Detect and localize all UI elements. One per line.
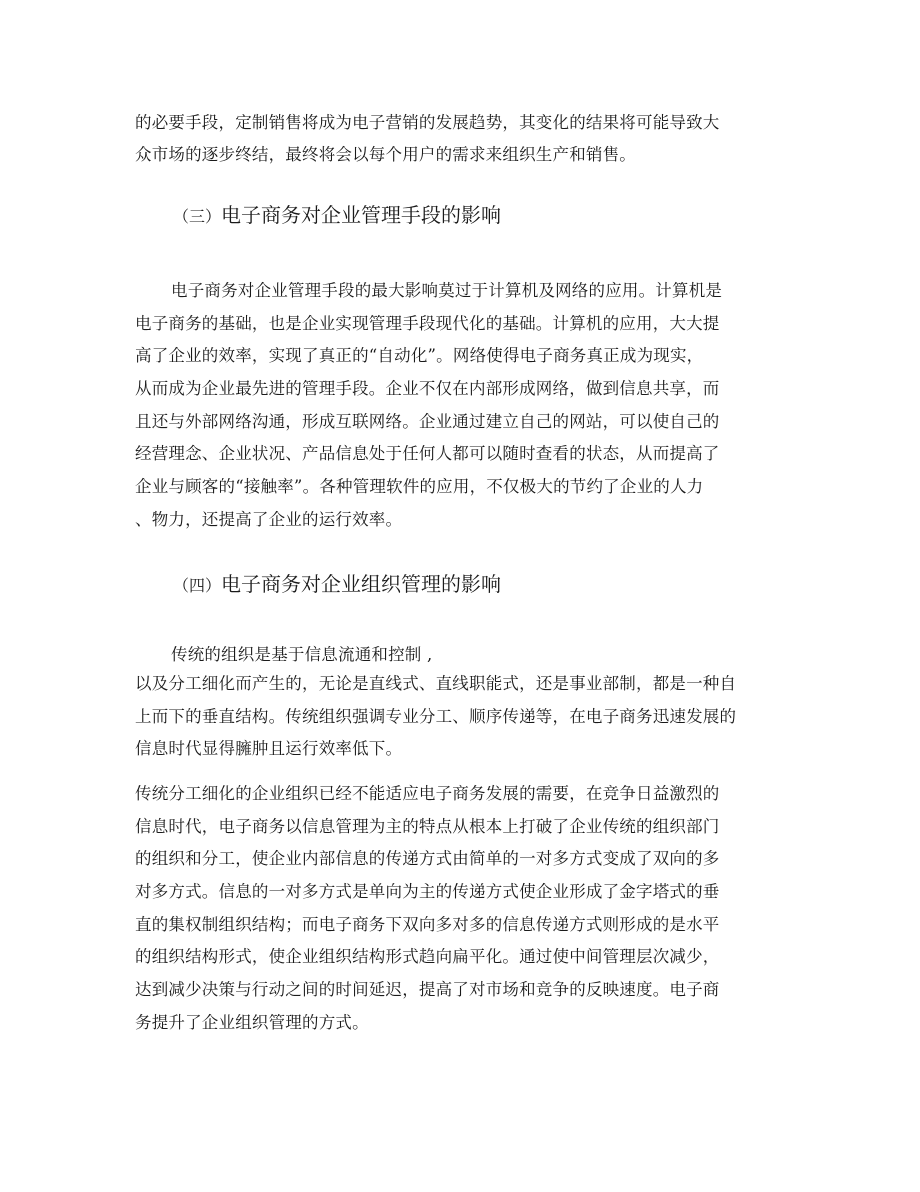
section3-line-3: 高了企业的效率，实现了真正的“自动化”。网络使得电子商务真正成为现实， bbox=[135, 346, 704, 365]
section3-line-4: 从而成为企业最先进的管理手段。企业不仅在内部形成网络，做到信息共享，而 bbox=[135, 379, 720, 398]
section4-p2-line-8: 务提升了企业组织管理的方式。 bbox=[135, 1013, 369, 1032]
section3-line-5: 且还与外部网络沟通，形成互联网络。企业通过建立自己的网站，可以使自己的 bbox=[135, 412, 720, 431]
section3-line-7: 企业与顾客的“接触率”。各种管理软件的应用，不仅极大的节约了企业的人力 bbox=[135, 477, 704, 496]
section3-heading bbox=[173, 202, 501, 230]
section3-title: 电子商务对企业管理手段的影响 bbox=[221, 203, 502, 227]
section4-number: （四） bbox=[173, 576, 222, 595]
section3-line-2: 电子商务的基础，也是企业实现管理手段现代化的基础。计算机的应用，大大提 bbox=[135, 314, 720, 333]
section4-p2-line-2: 信息时代，电子商务以信息管理为主的特点从根本上打破了企业传统的组织部门 bbox=[135, 817, 720, 836]
section4-p1-line-1: 传统的组织是基于信息流通和控制 , bbox=[171, 645, 433, 664]
intro-line-1: 的必要手段，定制销售将成为电子营销的发展趋势，其变化的结果将可能导致大 bbox=[135, 113, 720, 132]
section4-p1-line-3: 上而下的垂直结构。传统组织强调专业分工、顺序传递等，在电子商务迅速发展的 bbox=[135, 707, 737, 726]
section4-heading bbox=[173, 571, 501, 599]
section4-p2-line-3: 的组织和分工，使企业内部信息的传递方式由简单的一对多方式变成了双向的多 bbox=[135, 849, 720, 868]
section4-p1-line-2: 以及分工细化而产生的，无论是直线式、直线职能式，还是事业部制，都是一种自 bbox=[135, 674, 737, 693]
section3-number: （三） bbox=[173, 207, 222, 226]
section3-line-8: 、物力，还提高了企业的运行效率。 bbox=[135, 510, 403, 529]
section4-title: 电子商务对企业组织管理的影响 bbox=[221, 572, 502, 596]
section3-line-1: 电子商务对企业管理手段的最大影响莫过于计算机及网络的应用。计算机是 bbox=[171, 281, 723, 300]
section4-p2-line-7: 达到减少决策与行动之间的时间延迟，提高了对市场和竞争的反映速度。电子商 bbox=[135, 980, 720, 999]
section4-p2-line-1: 传统分工细化的企业组织已经不能适应电子商务发展的需要，在竞争日益激烈的 bbox=[135, 784, 720, 803]
section3-line-6: 经营理念、企业状况、产品信息处于任何人都可以随时查看的状态，从而提高了 bbox=[135, 444, 720, 463]
intro-line-2: 众市场的逐步终结，最终将会以每个用户的需求来组织生产和销售。 bbox=[135, 145, 636, 164]
section4-p1-line-4: 信息时代显得臃肿且运行效率低下。 bbox=[135, 739, 403, 758]
section4-p2-line-5: 直的集权制组织结构；而电子商务下双向多对多的信息传递方式则形成的是水平 bbox=[135, 915, 720, 934]
section4-p2-line-4: 对多方式。信息的一对多方式是单向为主的传递方式使企业形成了金字塔式的垂 bbox=[135, 882, 720, 901]
section4-p2-line-6: 的组织结构形式，使企业组织结构形式趋向扁平化。通过使中间管理层次减少， bbox=[135, 947, 720, 966]
